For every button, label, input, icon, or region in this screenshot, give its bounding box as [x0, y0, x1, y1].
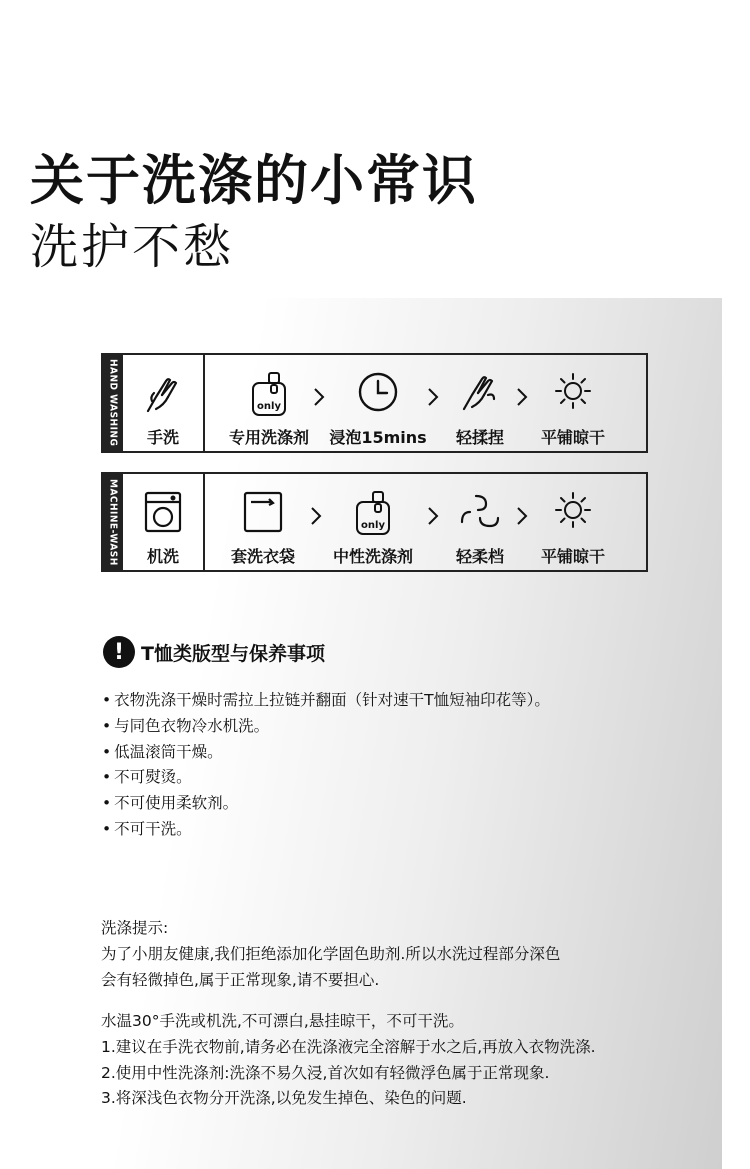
- sun-icon: [553, 490, 593, 530]
- list-item: • 不可干洗。: [102, 817, 550, 843]
- hand-step-2-label: 浸泡15mins: [329, 428, 427, 447]
- svg-text:only: only: [257, 401, 281, 412]
- machine-wash-category-label: 机洗: [146, 547, 180, 566]
- machine-wash-side-label: MACHINE-WASH: [103, 474, 123, 570]
- washing-tips-line: 为了小朋友健康,我们拒绝添加化学固色助剂.所以水洗过程部分深色: [101, 944, 561, 963]
- note-line: 2.使用中性洗涤剂:洗涤不易久浸,首次如有轻微浮色属于正常现象.: [101, 1063, 550, 1082]
- washing-tips: [101, 916, 560, 993]
- machine-step-1: [221, 474, 305, 570]
- note-line: 水温30°手洗或机洗,不可漂白,悬挂晾干，不可干洗。: [101, 1012, 464, 1030]
- hand-wash-category: [123, 355, 203, 451]
- page-subtitle: 洗护不愁: [30, 219, 235, 275]
- sun-icon: [553, 371, 593, 411]
- gentle-cycle-icon: [458, 490, 502, 530]
- hand-step-2: [328, 355, 428, 451]
- machine-step-4: [531, 474, 615, 570]
- chevron-right-icon: [425, 385, 441, 409]
- note-line: 3.将深浅色衣物分开洗涤,以免发生掉色、染色的问题.: [101, 1089, 467, 1108]
- washing-machine-icon: [143, 490, 183, 534]
- hand-wash-category-label: 手洗: [146, 428, 180, 447]
- machine-step-2: [323, 474, 423, 570]
- panel-divider: [203, 355, 205, 451]
- exclamation-icon: !: [103, 636, 135, 668]
- list-item: • 衣物洗涤干燥时需拉上拉链并翻面（针对速干T恤短袖印花等）。: [102, 688, 550, 714]
- detergent-bottle-icon: [353, 490, 393, 536]
- page-title: 关于洗涤的小常识: [30, 149, 478, 212]
- machine-step-3-label: 轻柔档: [455, 547, 505, 566]
- list-item: • 不可熨烫。: [102, 765, 550, 791]
- hand-rub-icon: [458, 371, 502, 415]
- hand-wash-panel: [101, 353, 648, 453]
- hand-wash-side-label: HAND WASHING: [103, 355, 123, 451]
- chevron-right-icon: [514, 504, 530, 528]
- clock-icon: [357, 371, 399, 413]
- machine-step-3: [443, 474, 517, 570]
- hand-icon: [140, 371, 186, 417]
- chevron-right-icon: [311, 385, 327, 409]
- machine-step-4-label: 平铺晾干: [540, 547, 606, 566]
- hand-step-3: [443, 355, 517, 451]
- svg-text:only: only: [361, 520, 385, 531]
- hand-step-1-label: 专用洗涤剂: [228, 428, 310, 447]
- care-list: [102, 688, 550, 843]
- chevron-right-icon: [514, 385, 530, 409]
- hand-step-4: [531, 355, 615, 451]
- care-notice-header: [103, 635, 325, 669]
- chevron-right-icon: [425, 504, 441, 528]
- machine-wash-category: [123, 474, 203, 570]
- machine-wash-panel: [101, 472, 648, 572]
- list-item: • 与同色衣物冷水机洗。: [102, 714, 550, 740]
- washing-tips-line: 会有轻微掉色,属于正常现象,请不要担心.: [101, 970, 380, 989]
- washing-tips-heading: 洗涤提示:: [101, 919, 169, 937]
- washing-notes: [101, 1009, 596, 1112]
- hand-step-1: [221, 355, 317, 451]
- hand-step-3-label: 轻揉捏: [455, 428, 505, 447]
- panel-divider: [203, 474, 205, 570]
- list-item: • 不可使用柔软剂。: [102, 791, 550, 817]
- laundry-bag-icon: [242, 490, 284, 534]
- detergent-bottle-icon: [249, 371, 289, 417]
- care-notice-title: T恤类版型与保养事项: [141, 642, 325, 665]
- list-item: • 低温滚筒干燥。: [102, 740, 550, 766]
- note-line: 1.建议在手洗衣物前,请务必在洗涤液完全溶解于水之后,再放入衣物洗涤.: [101, 1037, 596, 1056]
- hand-step-4-label: 平铺晾干: [540, 428, 606, 447]
- chevron-right-icon: [308, 504, 324, 528]
- machine-step-2-label: 中性洗涤剂: [332, 547, 414, 566]
- machine-step-1-label: 套洗衣袋: [230, 547, 296, 566]
